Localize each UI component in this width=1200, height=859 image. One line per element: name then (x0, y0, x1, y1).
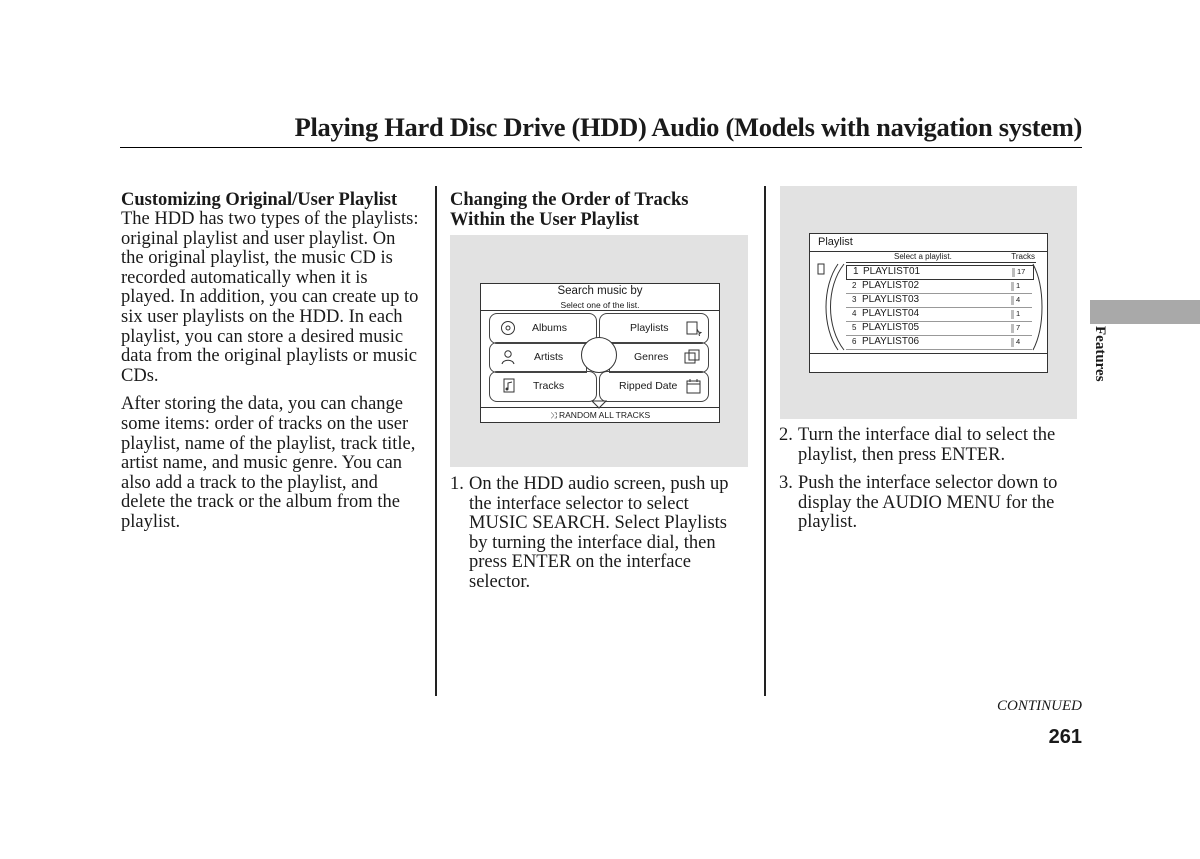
menu-item-ripped-date (599, 371, 709, 402)
track-bar (1011, 338, 1014, 347)
menu-item-tracks (489, 371, 597, 402)
page-title: Playing Hard Disc Drive (HDD) Audio (Models with navigation system) (294, 112, 1082, 142)
row-name: PLAYLIST01 (863, 266, 921, 277)
paragraph: The HDD has two types of the playlists: original playlist and user playlist. On the original playlist, the music CD is recorded automatically when it is played. In addition, you can create up to six user playlists on the HDD. In each playlist, you can store a desired music data from the original playlists or music CDs. (121, 209, 419, 386)
person-icon (500, 349, 516, 365)
column-divider (764, 186, 766, 696)
playlist-icon (686, 320, 702, 336)
menu-item-artists (489, 342, 587, 373)
middle-steps (450, 475, 746, 593)
calendar-icon (686, 378, 702, 394)
playlist-screen (809, 233, 1048, 373)
row-tracks: 4 (1016, 295, 1021, 304)
track-bar (1011, 310, 1014, 319)
screen-header: Select a playlist. (894, 252, 952, 261)
row-tracks: 7 (1016, 323, 1021, 332)
playlist-row (846, 322, 1032, 336)
row-tracks: 17 (1017, 267, 1026, 276)
step-text: Turn the interface dial to select the playlist, then press ENTER. (798, 425, 1056, 465)
step-text: On the HDD audio screen, push up the interface selector to select MUSIC SEARCH. Select Playlists by turning the interface dial, then press ENTER on the interface selector. (469, 474, 729, 592)
track-bar (1011, 324, 1014, 333)
menu-label: Playlists (630, 322, 669, 334)
row-number: 3 (852, 295, 857, 304)
menu-label: Artists (534, 351, 564, 363)
row-tracks: 1 (1016, 281, 1021, 290)
screen-title: Playlist (818, 236, 853, 248)
scroll-arc (816, 262, 848, 352)
music-search-screen (480, 283, 720, 423)
menu-item-playlists (599, 313, 709, 344)
step-item (779, 426, 1081, 465)
section-tab-label (1088, 326, 1108, 396)
note-icon (502, 378, 518, 394)
menu-item-genres (609, 342, 709, 373)
row-name: PLAYLIST06 (862, 336, 920, 347)
row-number: 5 (852, 323, 857, 332)
right-steps (779, 426, 1081, 533)
playlist-row (846, 336, 1032, 350)
left-column (121, 190, 421, 533)
menu-label: Albums (532, 322, 568, 334)
playlist-row (846, 308, 1032, 322)
row-number: 2 (852, 281, 857, 290)
playlist-row (846, 280, 1032, 294)
section-heading: Changing the Order of Tracks Within the User Playlist (450, 190, 689, 230)
paragraph: After storing the data, you can change some items: order of tracks on the user playlist, name of the playlist, track title, artist name, and music genre. You can also add a track to the playlist, and delete the track or the album from the playlist. (121, 394, 416, 532)
row-tracks: 1 (1016, 309, 1021, 318)
column-divider (435, 186, 437, 696)
step-number: 1. (450, 474, 464, 494)
step-item (450, 475, 746, 593)
row-number: 1 (853, 266, 859, 277)
row-name: PLAYLIST03 (862, 294, 920, 305)
screen-title: Search music by (557, 285, 643, 297)
track-bar (1011, 296, 1014, 305)
menu-label: Genres (634, 351, 669, 363)
continued-label: CONTINUED (996, 698, 1082, 714)
shuffle-icon: ⤨ (549, 410, 559, 420)
row-name: PLAYLIST04 (862, 308, 920, 319)
track-bar (1012, 268, 1015, 277)
playlist-row (846, 265, 1034, 280)
dial-knob (581, 337, 617, 373)
page-number: 261 (1048, 726, 1082, 748)
menu-label: Tracks (533, 380, 565, 392)
body-text (121, 210, 421, 533)
row-tracks: 4 (1016, 337, 1021, 346)
menu-item-albums (489, 313, 597, 344)
section-tab (1090, 300, 1200, 324)
disc-icon (500, 320, 516, 336)
random-all-tracks (481, 410, 719, 421)
title-rule (120, 147, 1082, 148)
playlist-row (846, 294, 1032, 308)
section-tab-text: Features (1092, 326, 1108, 382)
middle-heading-block (450, 190, 746, 230)
step-number: 3. (779, 473, 793, 494)
random-all-tracks-label: RANDOM ALL TRACKS (559, 410, 651, 420)
row-name: PLAYLIST02 (862, 280, 920, 291)
menu-label: Ripped Date (619, 380, 678, 392)
step-text: Push the interface selector down to display the AUDIO MENU for the playlist. (798, 473, 1058, 533)
row-name: PLAYLIST05 (862, 322, 920, 333)
screen-subtitle: Select one of the list. (560, 300, 640, 310)
down-arrow-icon (591, 400, 607, 409)
track-bar (1011, 282, 1014, 291)
row-number: 6 (852, 337, 857, 346)
genres-icon (684, 349, 700, 365)
section-heading: Customizing Original/User Playlist (121, 190, 398, 210)
step-number: 2. (779, 425, 793, 445)
step-item (779, 474, 1081, 533)
tracks-header: Tracks (1011, 252, 1035, 261)
row-number: 4 (852, 309, 857, 318)
